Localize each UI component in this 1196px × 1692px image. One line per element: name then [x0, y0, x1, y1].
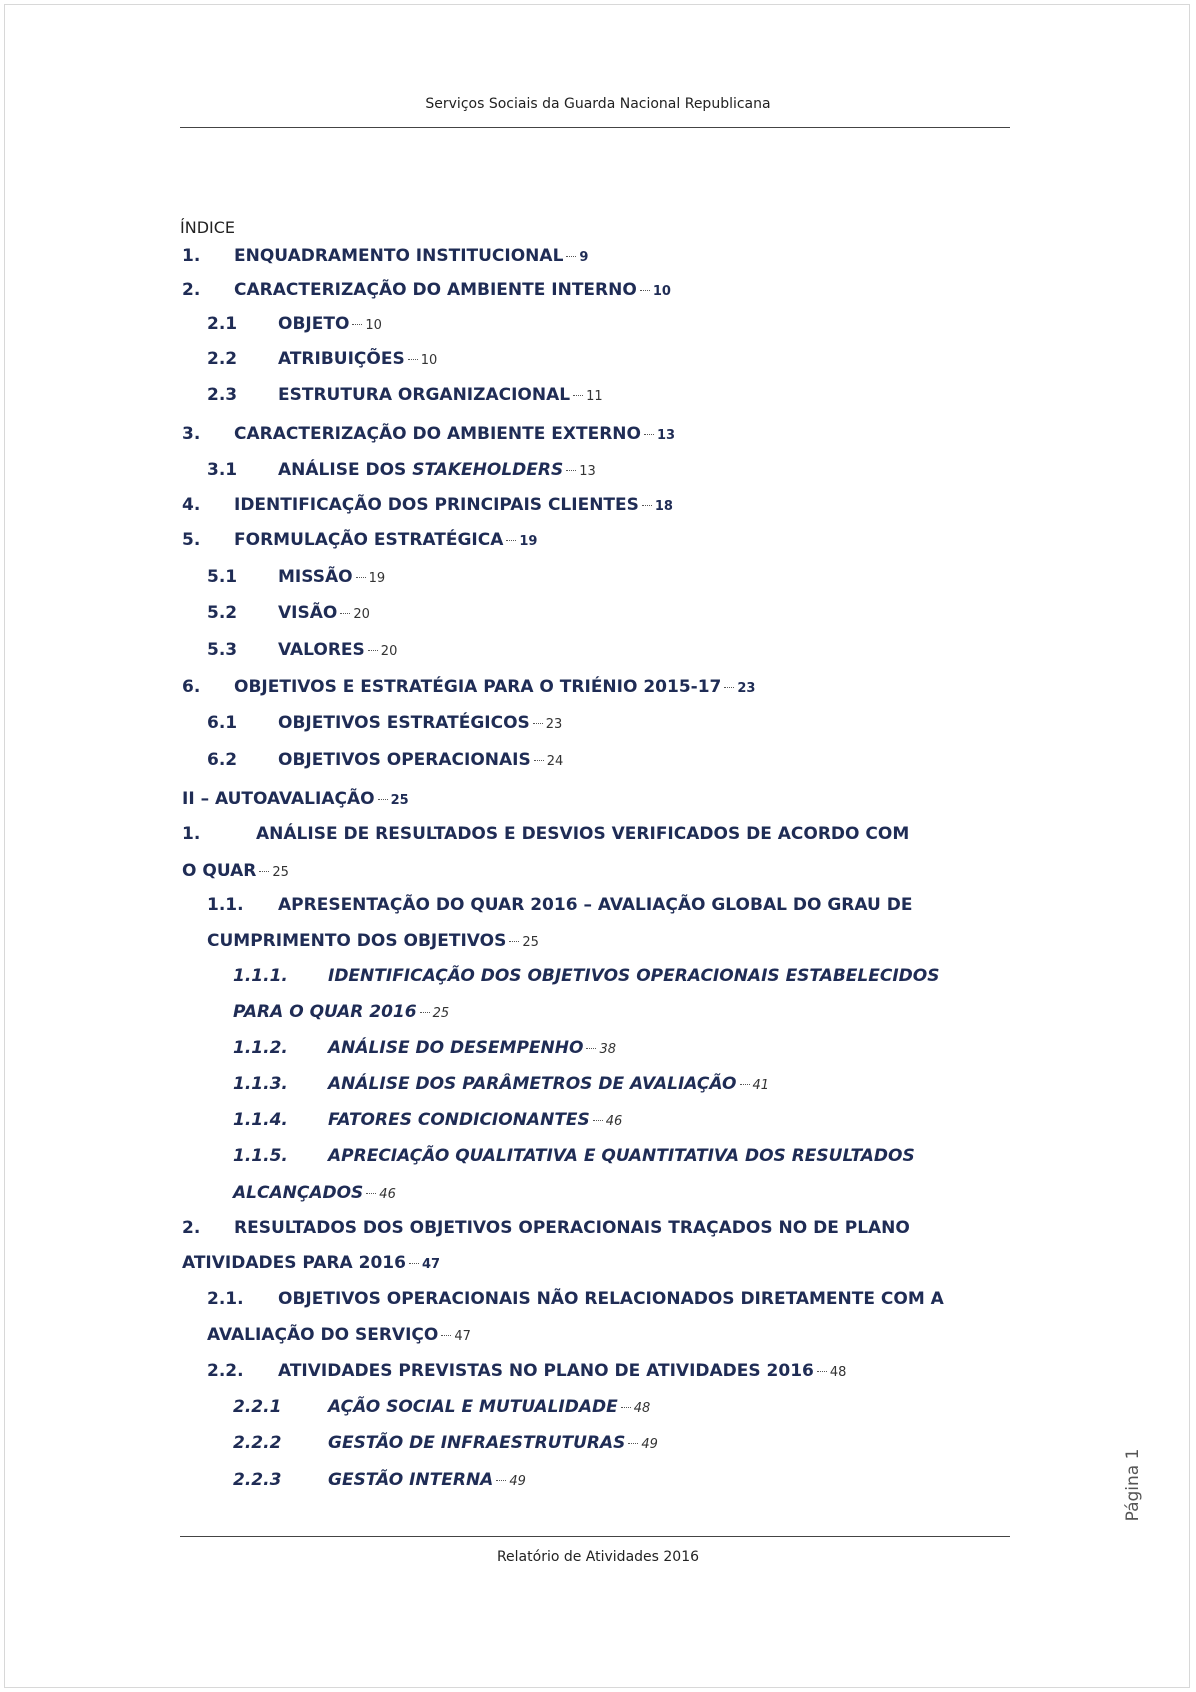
toc-number: 1.1.4. — [233, 1110, 288, 1130]
toc-label — [278, 460, 563, 480]
toc-leader — [408, 359, 418, 360]
toc-number: 5.3 — [207, 640, 238, 660]
toc-leader — [496, 1480, 506, 1481]
toc-number: 2.2.3 — [233, 1470, 282, 1490]
toc-entry-first-line[interactable] — [207, 1289, 944, 1309]
toc-page: 46 — [605, 1114, 623, 1129]
toc-number: 2. — [182, 1218, 201, 1238]
toc-label: OBJETIVOS E ESTRATÉGIA PARA O TRIÉNIO 2015-17 — [234, 677, 722, 697]
toc-page: 18 — [654, 499, 673, 514]
toc-leader — [259, 871, 269, 872]
toc-number: 2.2. — [207, 1361, 244, 1381]
toc-label: OBJETO — [278, 314, 350, 334]
toc-number: 2. — [182, 280, 201, 300]
toc-number: 2.2.2 — [233, 1433, 282, 1453]
toc-number: 6.2 — [207, 750, 238, 770]
toc-leader — [352, 324, 362, 325]
toc-number: 1.1.2. — [233, 1038, 288, 1058]
toc-entry-first-line[interactable] — [182, 824, 909, 844]
toc-number: 1.1.5. — [233, 1146, 288, 1166]
toc-label-continued: ALCANÇADOS — [233, 1183, 364, 1203]
toc-label: ANÁLISE DE RESULTADOS E DESVIOS VERIFICADOS DE ACORDO COM — [256, 824, 910, 844]
toc-page: 47 — [454, 1329, 471, 1344]
toc-number: 6.1 — [207, 713, 238, 733]
toc-number: 1.1.1. — [233, 966, 288, 986]
toc-page: 25 — [432, 1006, 450, 1021]
toc-page: 10 — [420, 353, 438, 368]
toc-page: 24 — [546, 754, 564, 769]
toc-number: 1. — [182, 246, 201, 266]
toc-label: ANÁLISE DOS PARÂMETROS DE AVALIAÇÃO — [328, 1074, 737, 1094]
toc-label: II – AUTOAVALIAÇÃO — [182, 789, 375, 809]
toc-label: AÇÃO SOCIAL E MUTUALIDADE — [328, 1397, 618, 1417]
header-rule — [180, 127, 1010, 128]
toc-label: ATRIBUIÇÕES — [278, 349, 405, 369]
toc-label-part: ANÁLISE DOS — [278, 460, 413, 480]
toc-page: 10 — [652, 284, 671, 299]
toc-number: 2.2 — [207, 349, 238, 369]
toc-label: APRESENTAÇÃO DO QUAR 2016 – AVALIAÇÃO GLOBAL DO GRAU DE — [278, 895, 913, 915]
toc-page: 20 — [353, 607, 370, 622]
toc-page: 49 — [641, 1437, 658, 1452]
toc-page: 49 — [509, 1474, 526, 1489]
toc-leader — [506, 540, 516, 541]
toc-page: 13 — [579, 464, 596, 479]
toc-number: 4. — [182, 495, 201, 515]
toc-label: MISSÃO — [278, 567, 353, 587]
toc-leader — [420, 1012, 430, 1013]
toc-page: 10 — [365, 318, 382, 333]
toc-leader — [740, 1084, 750, 1085]
toc-page: 23 — [545, 717, 563, 732]
toc-entry-first-line[interactable] — [182, 1218, 910, 1238]
toc-label: ATIVIDADES PREVISTAS NO PLANO DE ATIVIDADES 2016 — [278, 1361, 814, 1381]
toc-leader — [817, 1371, 827, 1372]
toc-leader — [409, 1263, 419, 1264]
toc-entry-first-line[interactable] — [207, 895, 912, 915]
toc-leader — [640, 290, 650, 291]
toc-label-continued: ATIVIDADES PARA 2016 — [182, 1253, 406, 1273]
toc-label-continued: CUMPRIMENTO DOS OBJETIVOS — [207, 931, 507, 951]
toc-label: GESTÃO INTERNA — [328, 1470, 494, 1490]
toc-label: OBJETIVOS OPERACIONAIS NÃO RELACIONADOS DIRETAMENTE COM A — [278, 1289, 944, 1309]
toc-entry-first-line[interactable] — [233, 1146, 915, 1166]
page-number-side: Página 1 — [1123, 1448, 1143, 1522]
toc-number: 5.1 — [207, 567, 238, 587]
toc-leader — [378, 799, 388, 800]
toc-label: ESTRUTURA ORGANIZACIONAL — [278, 385, 571, 405]
toc-label: RESULTADOS DOS OBJETIVOS OPERACIONAIS TRAÇADOS NO DE PLANO — [234, 1218, 910, 1238]
toc-number: 6. — [182, 677, 201, 697]
toc-page: 25 — [522, 935, 539, 950]
toc-leader — [642, 505, 652, 506]
toc-number: 2.2.1 — [233, 1397, 282, 1417]
toc-label: CARACTERIZAÇÃO DO AMBIENTE EXTERNO — [234, 424, 641, 444]
toc-label: IDENTIFICAÇÃO DOS PRINCIPAIS CLIENTES — [234, 495, 639, 515]
toc-leader — [566, 256, 576, 257]
toc-label: VALORES — [278, 640, 365, 660]
toc-leader — [593, 1120, 603, 1121]
toc-leader — [644, 434, 654, 435]
toc-number: 5.2 — [207, 603, 238, 623]
footer-rule — [180, 1536, 1010, 1537]
toc-page: 13 — [656, 428, 676, 443]
toc-page: 11 — [586, 389, 603, 404]
toc-number: 3.1 — [207, 460, 238, 480]
toc-page: 48 — [633, 1401, 651, 1416]
toc-leader — [368, 650, 378, 651]
toc-leader — [724, 687, 734, 688]
toc-page: 19 — [519, 534, 538, 549]
toc-page: 38 — [599, 1042, 616, 1057]
toc-leader — [566, 470, 576, 471]
toc-page: 25 — [390, 793, 409, 808]
toc-label: CARACTERIZAÇÃO DO AMBIENTE INTERNO — [234, 280, 637, 300]
toc-leader — [340, 613, 350, 614]
toc-label: FORMULAÇÃO ESTRATÉGICA — [234, 530, 504, 550]
toc-leader — [533, 723, 543, 724]
toc-leader — [356, 577, 366, 578]
toc-leader — [628, 1443, 638, 1444]
toc-entry-first-line[interactable] — [233, 966, 939, 986]
toc-label: ANÁLISE DO DESEMPENHO — [328, 1038, 584, 1058]
toc-page: 25 — [272, 865, 289, 880]
toc-label: IDENTIFICAÇÃO DOS OBJETIVOS OPERACIONAIS ESTABELECIDOS — [328, 966, 940, 986]
page-header: Serviços Sociais da Guarda Nacional Republicana — [425, 96, 771, 112]
toc-page: 19 — [368, 571, 386, 586]
toc-label-continued: PARA O QUAR 2016 — [233, 1002, 417, 1022]
toc-number: 1.1. — [207, 895, 244, 915]
toc-label: OBJETIVOS OPERACIONAIS — [278, 750, 531, 770]
toc-number: 2.1 — [207, 314, 238, 334]
toc-page: 9 — [579, 250, 589, 265]
toc-number: 1. — [182, 824, 201, 844]
toc-number: 2.1. — [207, 1289, 244, 1309]
toc-leader — [621, 1407, 631, 1408]
toc-page: 46 — [379, 1187, 396, 1202]
toc-number: 1.1.3. — [233, 1074, 288, 1094]
toc-label-emphasis: STAKEHOLDERS — [412, 460, 564, 480]
toc-label: ENQUADRAMENTO INSTITUCIONAL — [234, 246, 564, 266]
toc-leader — [366, 1193, 376, 1194]
toc-label-continued: AVALIAÇÃO DO SERVIÇO — [207, 1325, 439, 1345]
toc-leader — [441, 1335, 451, 1336]
toc-label-continued: O QUAR — [182, 861, 257, 881]
toc-leader — [573, 395, 583, 396]
toc-leader — [509, 941, 519, 942]
toc-page: 47 — [421, 1257, 441, 1272]
toc-page: 48 — [829, 1365, 847, 1380]
toc-page: 41 — [752, 1078, 770, 1093]
toc-label: GESTÃO DE INFRAESTRUTURAS — [328, 1433, 626, 1453]
toc-leader — [586, 1048, 596, 1049]
toc-label: VISÃO — [278, 603, 338, 623]
index-title: ÍNDICE — [180, 218, 236, 237]
toc-label: APRECIAÇÃO QUALITATIVA E QUANTITATIVA DOS RESULTADOS — [328, 1146, 915, 1166]
toc-label: FATORES CONDICIONANTES — [328, 1110, 590, 1130]
toc-number: 3. — [182, 424, 201, 444]
toc-leader — [534, 760, 544, 761]
toc-label: OBJETIVOS ESTRATÉGICOS — [278, 713, 530, 733]
toc-number: 2.3 — [207, 385, 238, 405]
toc-page: 23 — [737, 681, 756, 696]
toc-number: 5. — [182, 530, 201, 550]
page-footer: Relatório de Atividades 2016 — [496, 1549, 700, 1565]
toc-page: 20 — [380, 644, 398, 659]
